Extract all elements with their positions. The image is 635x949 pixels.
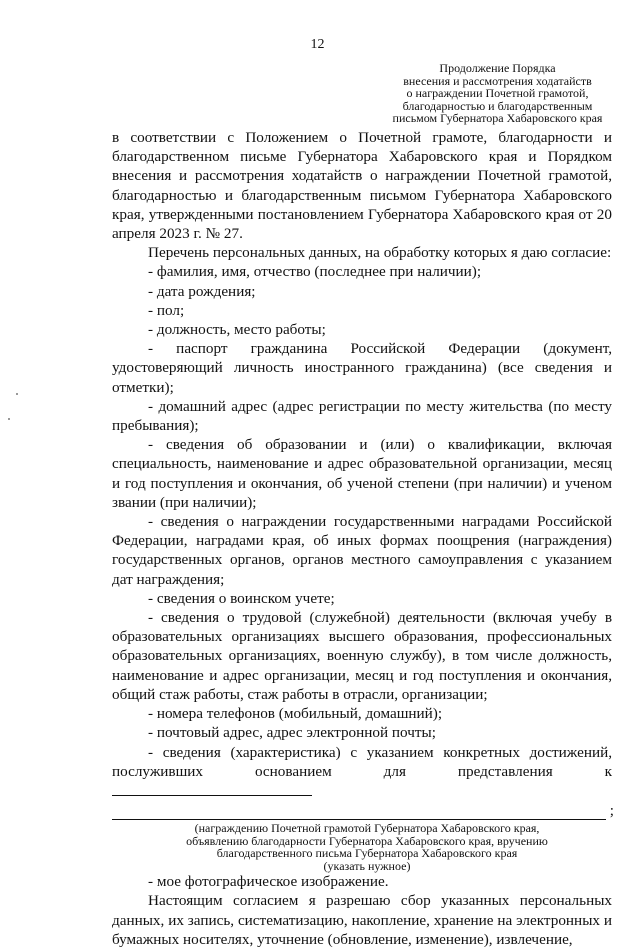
list-item: - фамилия, имя, отчество (последнее при наличии); bbox=[148, 263, 482, 281]
caption-line: (награждению Почетной грамотой Губернатора Хабаровского края, bbox=[194, 821, 540, 836]
header-line: письмом Губернатора Хабаровского края bbox=[392, 111, 603, 125]
list-item: - домашний адрес (адрес регистрации по месту жительства (по месту пребывания); bbox=[112, 397, 612, 435]
field-caption bbox=[122, 822, 612, 872]
list-item: - паспорт гражданина Российской Федерации (документ, удостоверяющий личность иностранного гражданина) (все сведения и отметки); bbox=[112, 340, 612, 396]
scan-speck bbox=[8, 418, 10, 420]
list-item: - сведения о награждении государственными наградами Российской Федерации, наградами края, об иных формах поощрения (награждения) государственных органов, органов местного самоуправления с указанием дат награждения; bbox=[112, 513, 612, 588]
list-item: - сведения об образовании и (или) о квалификации, включая специальность, наименование и адрес образовательной организации, месяц и год поступления и окончания, об ученой степени (при наличии) и ученом звании (при наличии); bbox=[112, 436, 612, 511]
list-item bbox=[112, 743, 612, 802]
list-item-text: - сведения (характеристика) с указанием конкретных достижений, послуживших основанием для представления к bbox=[112, 743, 612, 780]
caption-line: благодарственного письма Губернатора Хабаровского края bbox=[216, 846, 518, 861]
list-item: - мое фотографическое изображение. bbox=[148, 873, 389, 891]
list-item: - должность, место работы; bbox=[148, 321, 326, 339]
fill-in-line-full bbox=[112, 801, 614, 820]
header-line: благодарностью и благодарственным bbox=[402, 98, 593, 113]
list-heading: Перечень персональных данных, на обработку которых я даю согласие: bbox=[148, 244, 612, 262]
intro-paragraph: в соответствии с Положением о Почетной грамоте, благодарности и благодарственном письме Губернатора Хабаровского края и Порядком внесения и рассмотрения ходатайств о награждении Почетной грамотой, благодарностью и благодарственным письмом Губернатора Хабаровского края, утвержденными постановлением Губернатора Хабаровского края от 20 апреля 2023 г. № 27. bbox=[112, 129, 612, 243]
list-item: - пол; bbox=[148, 301, 185, 319]
list-item: - дата рождения; bbox=[148, 282, 256, 300]
caption-line: объявлению благодарности Губернатора Хабаровского края, вручению bbox=[186, 833, 548, 848]
document-body bbox=[112, 128, 612, 949]
list-item: - номера телефонов (мобильный, домашний); bbox=[148, 705, 443, 723]
header-line: внесения и рассмотрения ходатайств bbox=[403, 73, 592, 88]
scan-speck bbox=[16, 393, 18, 395]
consent-paragraph: Настоящим согласием я разрешаю сбор указанных персональных данных, их запись, систематизацию, накопление, хранение на электронных и бумажных носителях, уточнение (обновление, изменение), извлечение, bbox=[112, 892, 612, 948]
page-number: 12 bbox=[310, 37, 325, 52]
list-item: - сведения о трудовой (служебной) деятельности (включая учебу в образовательных организациях высшего образования, профессиональных образовательных организациях, военную службу), в том числе должность, наименование и адрес организации, месяц и год поступления и окончания, общий стаж работы, стаж работы в отрасли, организации; bbox=[112, 609, 612, 703]
header-line: Продолжение Порядка bbox=[439, 61, 556, 75]
fill-in-line bbox=[112, 781, 312, 796]
list-item: - сведения о воинском учете; bbox=[148, 589, 335, 607]
list-item: - почтовый адрес, адрес электронной почты; bbox=[148, 724, 436, 742]
line-end-semicolon: ; bbox=[609, 802, 614, 820]
document-header bbox=[380, 62, 615, 125]
caption-line: (указать нужное) bbox=[323, 858, 411, 873]
header-line: о награждении Почетной грамотой, bbox=[406, 86, 589, 100]
